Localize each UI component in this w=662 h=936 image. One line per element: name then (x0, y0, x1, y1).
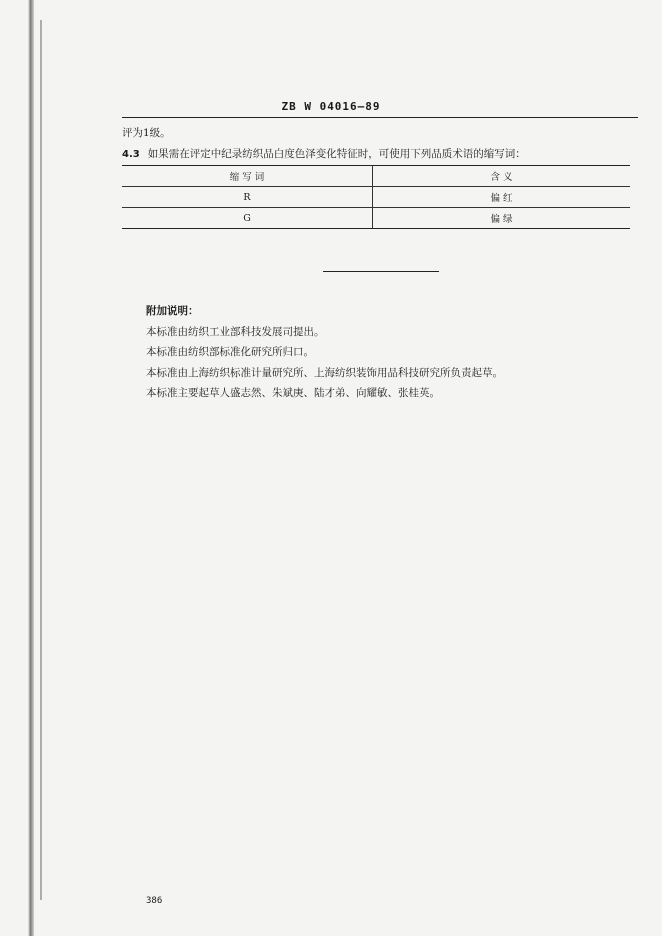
table-header-meaning: 含 义 (373, 166, 631, 187)
clause-number: 4.3 (122, 149, 140, 160)
table-row (122, 208, 630, 229)
table-row (122, 187, 630, 208)
notes-line: 本标准由纺织部标准化研究所归口。 (146, 346, 314, 358)
clause-text: 如果需在评定中纪录纺织品白度色泽变化特征时，可使用下列品质术语的缩写词： (147, 148, 526, 160)
standard-code: ZB W 04016—89 (281, 100, 381, 113)
clause-4-3 (122, 146, 526, 161)
table-cell-meaning: 偏 绿 (373, 208, 631, 229)
header-rule (122, 117, 638, 118)
table-cell-abbreviation: R (122, 187, 373, 208)
notes-line: 本标准主要起草人盛志然、朱斌庚、陆才弟、向耀敏、张桂英。 (146, 387, 440, 399)
notes-line: 本标准由纺织工业部科技发展司提出。 (146, 325, 325, 338)
notes-title: 附加说明： (146, 305, 199, 317)
table-cell-meaning: 偏 红 (373, 187, 631, 208)
abbreviation-table (122, 165, 630, 229)
continuation-text: 评为1级。 (122, 127, 171, 139)
scan-edge-shadow (28, 0, 34, 936)
page-number: 386 (146, 896, 163, 906)
table-header-row (122, 166, 630, 187)
section-divider (323, 271, 439, 272)
notes-line: 本标准由上海纺织标准计量研究所、上海纺织装饰用品科技研究所负责起草。 (146, 366, 503, 379)
additional-notes (146, 301, 503, 404)
table-header-abbreviation: 缩 写 词 (122, 166, 373, 187)
scan-edge-line (40, 20, 42, 900)
table-cell-abbreviation: G (122, 208, 373, 229)
